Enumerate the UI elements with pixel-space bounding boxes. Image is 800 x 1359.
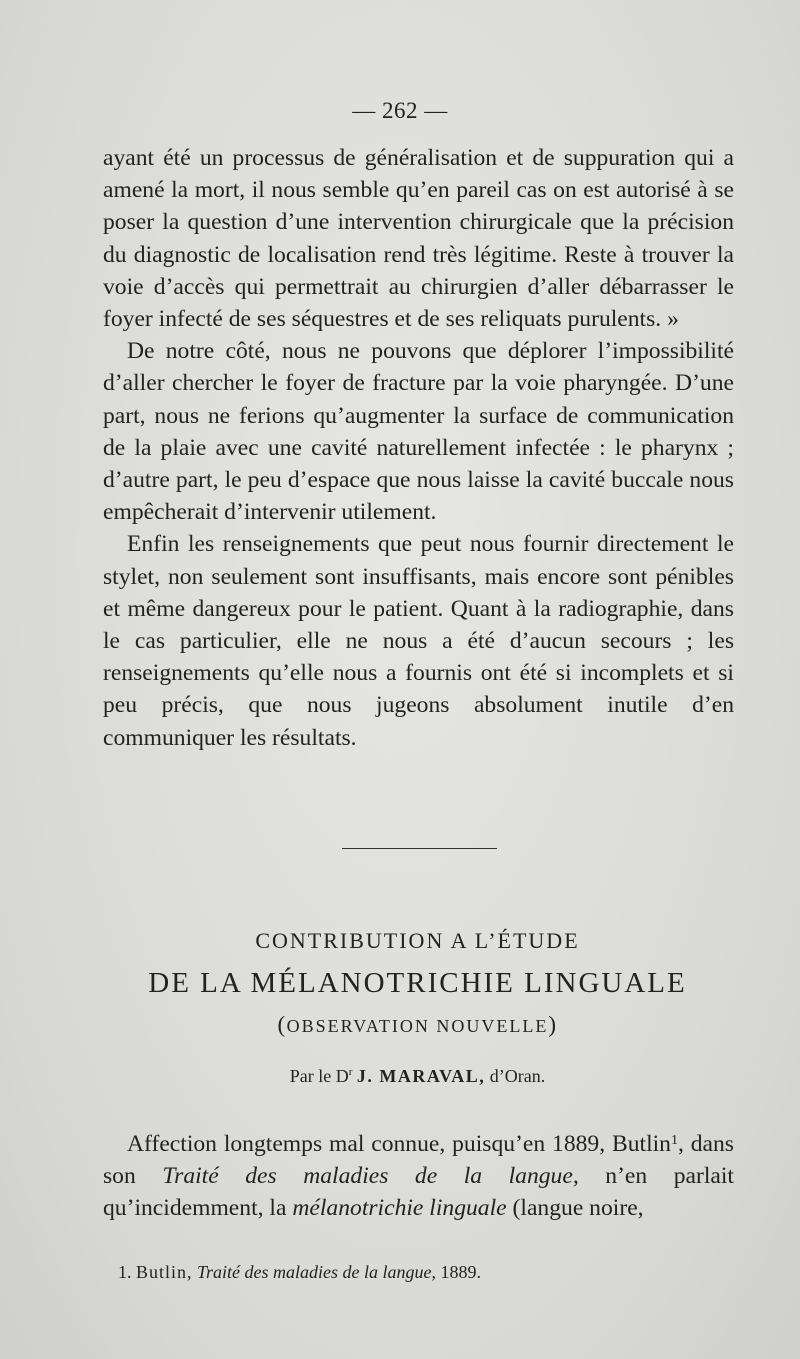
byline-suffix: d’Oran. (489, 1066, 546, 1086)
article-kicker: CONTRIBUTION A L’ÉTUDE (255, 928, 580, 953)
book-title: Traité des maladies de la langue, (162, 1163, 579, 1190)
paragraph: De notre côté, nous ne pouvons que déplorer l’impossibilité d’aller chercher le foyer de fracture par la voie pharyngée. D’une part, nous ne ferions qu’augmenter la surface de communication de la plaie avec une cavité naturellement infectée : le pharynx ; d’autre part, le peu d’espace que nous laisse la cavité buccale nous empêcherait d’intervenir utilement. (103, 338, 734, 526)
footnote (118, 1262, 738, 1283)
byline-prefix: Par le D (289, 1066, 349, 1086)
term-italic: mélanotrichie linguale (292, 1195, 507, 1222)
footnote-author: Butlin, (136, 1262, 193, 1282)
article-subtitle (0, 1012, 800, 1038)
paragraph: ayant été un processus de généralisation et de suppuration qui a amené la mort, il nous semble qu’en pareil cas on est autorisé à se poser la question d’une intervention chirurgicale que la précision du diagnostic de localisation rend très légitime. Reste à trouver la voie d’accès qui permettrait au chirurgien d’aller débarrasser le foyer infecté de ses séquestres et de ses reliquats purulents. » (103, 145, 734, 333)
footnote-number: 1. (118, 1262, 132, 1282)
article-body (103, 1125, 734, 1225)
byline-sup: r (348, 1066, 353, 1078)
footnote-reference: 1 (670, 1133, 678, 1148)
text-run: (langue noire, (506, 1195, 644, 1222)
text-run: , dans son (103, 1131, 734, 1190)
byline-author: J. MARAVAL, (356, 1066, 486, 1086)
subtitle-close-paren: ) (548, 1012, 558, 1037)
subtitle-open-paren: ( (277, 1012, 287, 1037)
footnote-title: Traité des maladies de la langue, (197, 1262, 436, 1282)
text-run: Affection longtemps mal connue, puisqu’en 1889, Butlin (127, 1131, 671, 1157)
page-number: — 262 — (352, 98, 448, 123)
byline (0, 1066, 800, 1087)
continued-text-block (103, 142, 734, 754)
footnote-year: 1889. (440, 1262, 481, 1282)
text-run: n’en parlait qu’incidemment, la (103, 1163, 734, 1222)
subtitle-text: OBSERVATION NOUVELLE (286, 1016, 549, 1036)
paragraph: Enfin les renseignements que peut nous fournir directement le stylet, non seulement sont insuffisants, mais encore sont pénibles et même dangereux pour le patient. Quant à la radiographie, dans le cas particulier, elle ne nous a été d’aucun secours ; les renseignements qu’elle nous a fournis ont été si incomplets et si peu précis, que nous jugeons absolument inutile d’en communiquer les résultats. (103, 531, 734, 751)
article-title: DE LA MÉLANOTRICHIE LINGUALE (148, 967, 687, 999)
paragraph (103, 1125, 734, 1225)
section-divider (342, 848, 497, 849)
